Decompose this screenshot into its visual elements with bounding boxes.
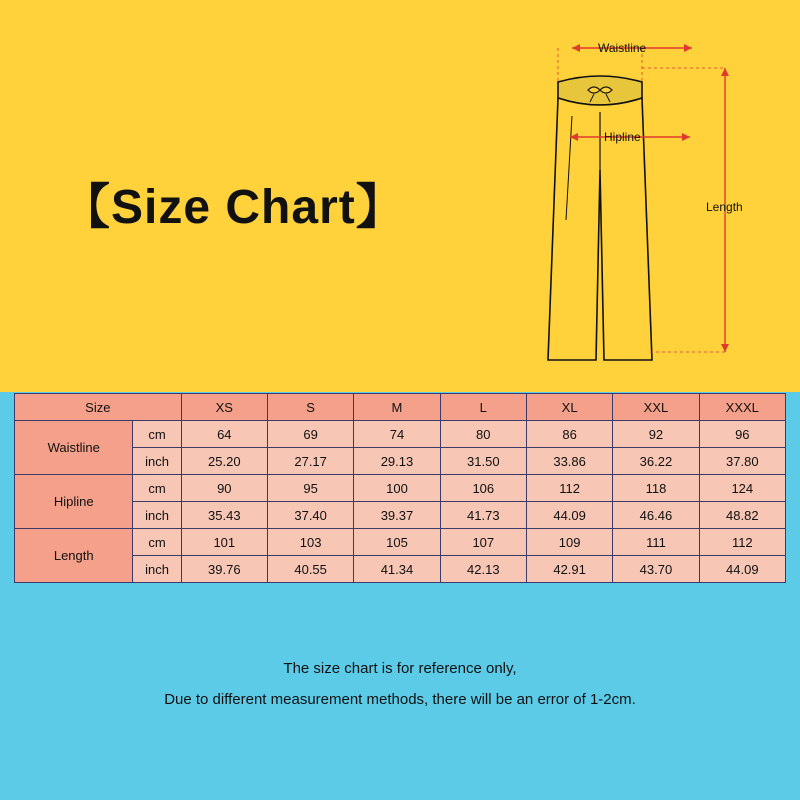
- waistline-inch-xs: 25.20: [181, 448, 267, 475]
- hipline-inch-xl: 44.09: [526, 502, 612, 529]
- waistline-cm-xxl: 92: [613, 421, 699, 448]
- table-row: [15, 529, 786, 556]
- waistline-cm-xxxl: 96: [699, 421, 785, 448]
- header-corner-size: Size: [15, 394, 182, 421]
- unit-inch-waistline: inch: [133, 448, 181, 475]
- unit-inch-length: inch: [133, 556, 181, 583]
- hipline-inch-m: 39.37: [354, 502, 440, 529]
- header-size-m: M: [354, 394, 440, 421]
- page-title: 【Size Chart】: [62, 181, 405, 234]
- length-inch-s: 40.55: [267, 556, 353, 583]
- hipline-cm-s: 95: [267, 475, 353, 502]
- length-cm-xxxl: 112: [699, 529, 785, 556]
- pants-illustration: [510, 20, 790, 390]
- header-size-xxl: XXL: [613, 394, 699, 421]
- waistline-inch-xl: 33.86: [526, 448, 612, 475]
- length-inch-xxl: 43.70: [613, 556, 699, 583]
- waistline-inch-s: 27.17: [267, 448, 353, 475]
- hipline-cm-xxxl: 124: [699, 475, 785, 502]
- header-size-xxxl: XXXL: [699, 394, 785, 421]
- hipline-arrow-head-right: [682, 133, 690, 141]
- waistline-cm-m: 74: [354, 421, 440, 448]
- hipline-cm-xl: 112: [526, 475, 612, 502]
- hipline-inch-xxl: 46.46: [613, 502, 699, 529]
- hipline-inch-xxxl: 48.82: [699, 502, 785, 529]
- unit-cm-waistline: cm: [133, 421, 181, 448]
- row-label-length: Length: [15, 529, 133, 583]
- length-inch-m: 41.34: [354, 556, 440, 583]
- length-cm-xs: 101: [181, 529, 267, 556]
- row-label-waistline: Waistline: [15, 421, 133, 475]
- hipline-cm-m: 100: [354, 475, 440, 502]
- table-row: [15, 421, 786, 448]
- waistline-arrow-head-right: [684, 44, 692, 52]
- length-arrow-head-bottom: [721, 344, 729, 352]
- waistline-inch-xxl: 36.22: [613, 448, 699, 475]
- header-size-xs: XS: [181, 394, 267, 421]
- length-cm-l: 107: [440, 529, 526, 556]
- unit-cm-length: cm: [133, 529, 181, 556]
- waistline-label: Waistline: [598, 41, 647, 55]
- unit-inch-hipline: inch: [133, 502, 181, 529]
- hipline-inch-s: 37.40: [267, 502, 353, 529]
- length-inch-xxxl: 44.09: [699, 556, 785, 583]
- size-table: [14, 393, 786, 583]
- waistline-inch-xxxl: 37.80: [699, 448, 785, 475]
- hipline-inch-xs: 35.43: [181, 502, 267, 529]
- unit-cm-hipline: cm: [133, 475, 181, 502]
- header-size-l: L: [440, 394, 526, 421]
- waistline-cm-l: 80: [440, 421, 526, 448]
- length-arrow-head-top: [721, 68, 729, 76]
- waistline-inch-l: 31.50: [440, 448, 526, 475]
- pants-diagram-svg: [510, 20, 790, 390]
- row-label-hipline: Hipline: [15, 475, 133, 529]
- footer-line-2: Due to different measurement methods, there will be an error of 1-2cm.: [164, 691, 636, 708]
- hipline-cm-l: 106: [440, 475, 526, 502]
- hipline-cm-xs: 90: [181, 475, 267, 502]
- header-size-s: S: [267, 394, 353, 421]
- table-header-row: [15, 394, 786, 421]
- hipline-label: Hipline: [604, 130, 641, 144]
- length-inch-xs: 39.76: [181, 556, 267, 583]
- table-row: [15, 475, 786, 502]
- hipline-inch-l: 41.73: [440, 502, 526, 529]
- header-size-xl: XL: [526, 394, 612, 421]
- footer-line-1: The size chart is for reference only,: [283, 660, 517, 677]
- waistline-cm-s: 69: [267, 421, 353, 448]
- waistline-inch-m: 29.13: [354, 448, 440, 475]
- waistline-cm-xl: 86: [526, 421, 612, 448]
- length-cm-m: 105: [354, 529, 440, 556]
- length-label: Length: [706, 200, 743, 214]
- length-inch-l: 42.13: [440, 556, 526, 583]
- length-cm-xxl: 111: [613, 529, 699, 556]
- footer-note: [0, 660, 800, 708]
- waistline-arrow-head-left: [572, 44, 580, 52]
- hipline-cm-xxl: 118: [613, 475, 699, 502]
- length-cm-s: 103: [267, 529, 353, 556]
- length-inch-xl: 42.91: [526, 556, 612, 583]
- length-cm-xl: 109: [526, 529, 612, 556]
- waistline-cm-xs: 64: [181, 421, 267, 448]
- size-table-wrapper: [14, 393, 786, 583]
